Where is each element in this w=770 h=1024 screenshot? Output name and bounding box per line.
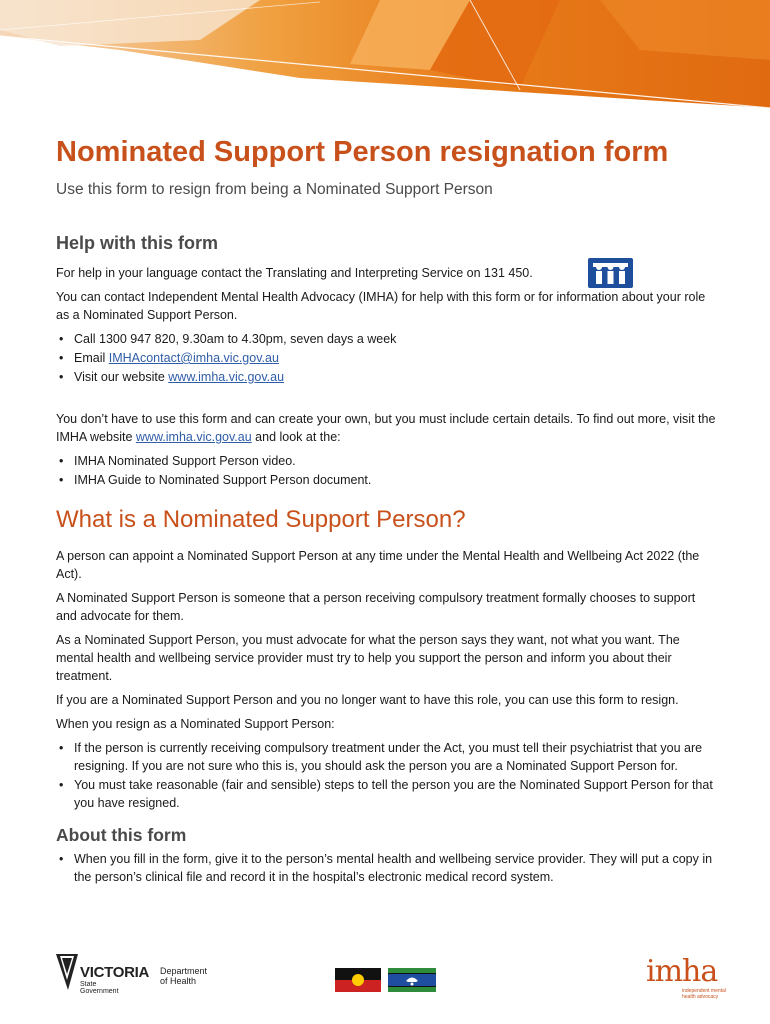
form-content [56, 134, 716, 892]
email-prefix: Email [74, 351, 109, 365]
own-form-text [56, 410, 716, 446]
help-bullets [56, 330, 716, 386]
imha-website-link[interactable]: www.imha.vic.gov.au [135, 430, 252, 444]
header-banner [0, 0, 770, 110]
imha-logo [646, 956, 726, 1006]
call-text: Call 1300 947 820, 9.30am to 4.30pm, seven days a week [74, 332, 397, 346]
list-item [56, 349, 716, 367]
translating-interpreting-icon [588, 258, 633, 288]
email-link[interactable]: IMHAcontact@imha.vic.gov.au [108, 351, 279, 365]
resign-bullets [56, 739, 716, 812]
page-subtitle: Use this form to resign from being a Nominated Support Person [56, 181, 493, 198]
imha-tagline: independent mental health advocacy [682, 988, 726, 1000]
own-form-post: and look at the: [251, 430, 341, 444]
department-line: Department [160, 966, 208, 976]
torres-strait-islander-flag-icon [388, 968, 436, 992]
victoria-sub-line: State [80, 981, 97, 988]
list-item: • IMHA Guide to Nominated Support Person document. [56, 471, 716, 489]
about-bullets [56, 850, 716, 886]
own-form-pre: You don’t have to use this form and can create your own, but you must include certain details. To find out more, visit the IMHA website [56, 412, 716, 444]
about-heading: About this form [56, 825, 187, 845]
website-link[interactable]: www.imha.vic.gov.au [168, 370, 285, 384]
department-of-health [160, 966, 230, 986]
victoria-sub [80, 981, 119, 995]
aboriginal-flag-icon [335, 968, 381, 992]
list-item [56, 330, 716, 348]
list-item: • When you fill in the form, give it to the person’s mental health and wellbeing service provider. They will put a copy in the person’s clinical file and record it in the hospital’s electronic medical record system. [56, 850, 716, 886]
help-heading: Help with this form [56, 233, 218, 253]
what-is-paragraph: As a Nominated Support Person, you must advocate for what the person says they want, not what you want. The mental health and wellbeing service provider must try to help you support the person and inform you about their treatment. [56, 633, 680, 683]
imha-wordmark: imha [646, 954, 718, 989]
victoria-word: VICTORIA [80, 964, 149, 981]
what-is-paragraph: When you resign as a Nominated Support Person: [56, 717, 335, 731]
resource-bullets [56, 452, 716, 489]
department-line: of Health [160, 976, 197, 986]
victoria-sub-line: Government [80, 988, 119, 995]
website-prefix: Visit our website [74, 370, 169, 384]
list-item: • IMHA Nominated Support Person video. [56, 452, 716, 470]
tis-text: For help in your language contact the Translating and Interpreting Service on 131 450. [56, 266, 533, 280]
tis-row [56, 258, 716, 288]
what-is-paragraph: A person can appoint a Nominated Support Person at any time under the Mental Health and Wellbeing Act 2022 (the Act). [56, 549, 700, 581]
what-is-paragraph: If you are a Nominated Support Person and you no longer want to have this role, you can use this form to resign. [56, 693, 679, 707]
footer [0, 950, 770, 1020]
list-item: • You must take reasonable (fair and sensible) steps to tell the person you are the Nominated Support Person for that you have resigned. [56, 776, 716, 812]
what-is-paragraph: A Nominated Support Person is someone that a person receiving compulsory treatment formally chooses to support and advocate for them. [56, 591, 696, 623]
list-item [56, 368, 716, 386]
page-title: Nominated Support Person resignation form [56, 136, 669, 168]
imha-help-text: You can contact Independent Mental Health Advocacy (IMHA) for help with this form or for information about your role as a Nominated Support Person. [56, 290, 706, 322]
what-is-heading: What is a Nominated Support Person? [56, 506, 466, 533]
list-item: • If the person is currently receiving compulsory treatment under the Act, you must tell their psychiatrist that you are resigning. If you are not sure who this is, you should ask the person you are a Nominated Support Person for. [56, 739, 716, 775]
